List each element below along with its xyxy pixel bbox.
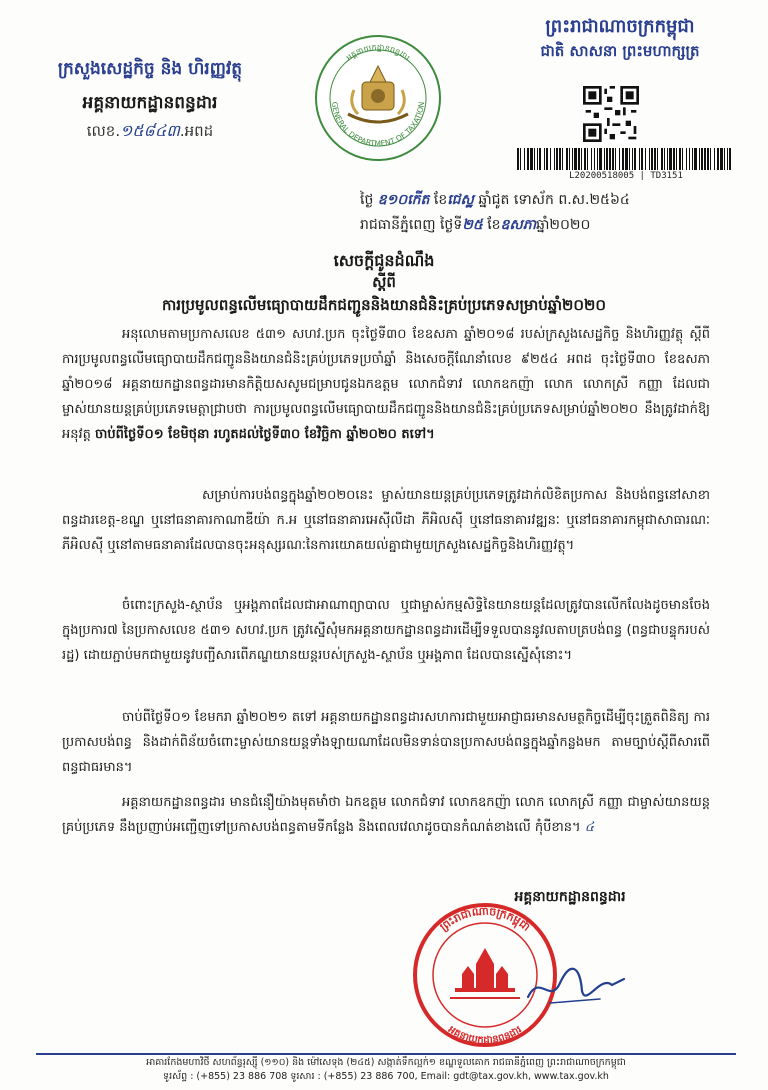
qr-code: [583, 86, 639, 142]
footer-contacts: ទូរស័ព្ទ : (+855) 23 886 708 ទូរសារ : (+855) 23 886 700, Email: gdt@tax.gov.kh, www.tax.gov.kh: [163, 1071, 609, 1082]
signature-scribble: [520, 955, 630, 1015]
emblem-top-text: អគ្គនាយកដ្ឋានពន្ធដារ: [344, 42, 412, 63]
reference-number: [30, 120, 270, 144]
paragraph-1-dates: ចាប់ពីថ្ងៃទី០១ ខែមិថុនា រហូតដល់ថ្ងៃទី៣០ ខែវិច្ឆិកា ឆ្នាំ២០២០ តទៅ។: [95, 427, 435, 442]
initial-mark: ៤: [584, 820, 594, 835]
lunar-date: [360, 190, 750, 211]
ref-number-handwritten: ១៥៨៤៣: [120, 121, 180, 140]
notice-subject: ការប្រមូលពន្ធលើមធ្យោបាយដឹកជញ្ជូននិងយានជំនិះគ្រប់ប្រភេទសម្រាប់ឆ្នាំ២០២០: [162, 296, 606, 314]
signatory-label: អគ្គនាយកដ្ឋានពន្ធដារ: [514, 889, 626, 905]
solar-month-handwritten: ឧសភា: [500, 217, 537, 233]
paragraph-3: ចំពោះក្រសួង-ស្ថាប័ន ឬអង្គភាពដែលជាអាណាព្យាបាល ឬជាម្ចាស់កម្មសិទ្ធិនៃយានយន្តដែលត្រូវបានលើកលែងដូចមានចែងក្នុងប្រការ៧ នៃប្រកាសលេខ ៥៣១ សហវ.ប្រក ត្រូវស្នើសុំមកអគ្គនាយកដ្ឋានពន្ធដារដើម្បីទទួលបាននូវលតាបត្របង់ពន្ធ (ពន្ធជាបន្ទុករបស់រដ្ឋ) ដោយភ្ជាប់មកជាមួយនូវបញ្ជីសារពើភណ្ឌយានយន្តរបស់ក្រសួង-ស្ថាប័ន ឬអង្គភាព ដែលបានស្នើសុំនោះ។: [62, 598, 710, 663]
barcode-number: L20200518005 | TD3151: [569, 171, 683, 181]
emblem-text: GENERAL DEPARTMENT OF TAXATION: [329, 101, 427, 149]
lunar-month-label: ខែ: [433, 192, 448, 208]
lunar-year: ឆ្នាំជូត ទោស័ក ព.ស.២៥៦៤: [478, 192, 630, 208]
footer-divider: [36, 1053, 736, 1055]
lunar-date-prefix: ថ្ងៃ: [360, 192, 374, 208]
solar-day-handwritten: ២៥: [462, 217, 483, 233]
lunar-date-handwritten: ឧ១០កើត: [377, 192, 430, 208]
barcode: [515, 148, 737, 170]
ref-prefix: លេខ.: [86, 122, 121, 140]
paragraph-5-text: អគ្គនាយកដ្ឋានពន្ធដារ មានជំនឿយ៉ាងមុតមាំថា ឯកឧត្តម លោកជំទាវ លោកឧកញ៉ា លោក លោកស្រី កញ្ញា ជាម្ចាស់យានយន្តគ្រប់ប្រភេទ នឹងប្រញាប់អញ្ជើញទៅប្រកាសបង់ពន្ធតាមទីកន្លែង និងពេលវេលាដូចបានកំណត់ខាងលើ កុំបីខាន។: [62, 795, 710, 835]
paragraph-2: សម្រាប់ការបង់ពន្ធក្នុងឆ្នាំ២០២០នេះ ម្ចាស់យានយន្តគ្រប់ប្រភេទត្រូវដាក់លិខិតប្រកាស និងបង់ពន្ធនៅសាខាពន្ធដារខេត្ត-ខណ្ឌ ឬនៅធនាគារកាណាឌីយ៉ា ក.អ ឬនៅធនាគារអេស៊ីលីដា ភីអិលស៊ី ឬនៅធនាគារវឌ្ឍនៈ ឬនៅធនាគារកម្ពុជាសាធារណៈ ភីអិលស៊ី ឬនៅតាមធនាគារដែលបានចុះអនុស្សរណៈនៃការយោគយល់គ្នាជាមួយក្រសួងសេដ្ឋកិច្ចនិងហិរញ្ញវត្ថុ។: [62, 488, 710, 553]
seal-bottom-text: អគ្គនាយកដ្ឋានពន្ធដារ: [446, 1024, 524, 1047]
tax-department-emblem: [314, 34, 442, 162]
paragraph-4: ចាប់ពីថ្ងៃទី០១ ខែមករា ឆ្នាំ២០២១ តទៅ អគ្គនាយកដ្ឋានពន្ធដារសហការជាមួយអាជ្ញាធរមានសមត្ថកិច្ចដើម្បីចុះត្រួតពិនិត្យ ការប្រកាសបង់ពន្ធ និងដាក់ពិន័យចំពោះម្ចាស់យានយន្តទាំងឡាយណាដែលមិនទាន់បានប្រកាសបង់ពន្ធក្នុងឆ្នាំកន្លងមក តាមច្បាប់ស្ដីពីសារពើពន្ធជាធរមាន។: [62, 710, 710, 775]
notice-title: សេចក្ដីជូនដំណឹង: [333, 251, 435, 270]
national-motto: ជាតិ សាសនា ព្រះមហាក្សត្រ: [540, 42, 700, 60]
solar-date-prefix: រាជធានីភ្នំពេញ ថ្ងៃទី: [360, 217, 463, 233]
solar-date: [360, 215, 750, 236]
lunar-month-handwritten: ជេស្ឋ: [447, 192, 474, 208]
ref-suffix: .អពដ: [179, 122, 214, 140]
solar-year: ឆ្នាំ២០២០: [536, 217, 591, 233]
ministry-name: ក្រសួងសេដ្ឋកិច្ច និង ហិរញ្ញវត្ថុ: [57, 59, 243, 79]
paragraph-1: [62, 322, 710, 447]
solar-month-label: ខែ: [487, 217, 501, 233]
paragraph-5: [62, 790, 710, 840]
department-name: អគ្គនាយកដ្ឋានពន្ធដារ: [82, 93, 218, 113]
footer-address: អាគារកែងមហាវិថី សហព័ន្ធរុស្ស៊ី (១១០) និង ម៉ៅសេទុង (២៤៥) សង្កាត់ទឹកល្អក់១ ខណ្ឌទួលគោក រាជធានីភ្នំពេញ ព្រះរាជាណាចក្រកម្ពុជា: [146, 1057, 626, 1068]
notice-subject-label: ស្ដីពី: [372, 273, 396, 291]
kingdom-title: ព្រះរាជាណាចក្រកម្ពុជា: [545, 16, 695, 37]
paragraph-1-text: អនុលោមតាមប្រកាសលេខ ៥៣១ សហវ.ប្រក ចុះថ្ងៃទី៣០ ខែឧសភា ឆ្នាំ២០១៨ របស់ក្រសួងសេដ្ឋកិច្ច និងហិរញ្ញវត្ថុ ស្ដីពីការប្រមូលពន្ធលើមធ្យោបាយដឹកជញ្ជូននិងយានជំនិះគ្រប់ប្រភេទប្រចាំឆ្នាំ និងសេចក្ដីណែនាំលេខ ៩២៥៤ អពដ ចុះថ្ងៃទី៣០ ខែឧសភា ឆ្នាំ២០១៨ អគ្គនាយកដ្ឋានពន្ធដារមានកិត្តិយសសូមជម្រាបជូនឯកឧត្តម លោកជំទាវ លោកឧកញ៉ា លោក លោកស្រី កញ្ញា ដែលជាម្ចាស់យានយន្តគ្រប់ប្រភេទមេត្តាជ្រាបថា ការប្រមូលពន្ធលើមធ្យោបាយដឹកជញ្ជូននិងយានជំនិះគ្រប់ប្រភេទសម្រាប់ឆ្នាំ២០២០ នឹងត្រូវដាក់ឱ្យអនុវត្ត: [62, 327, 710, 442]
seal-top-text: ព្រះរាជាណាចក្រកម្ពុជា: [437, 904, 533, 934]
